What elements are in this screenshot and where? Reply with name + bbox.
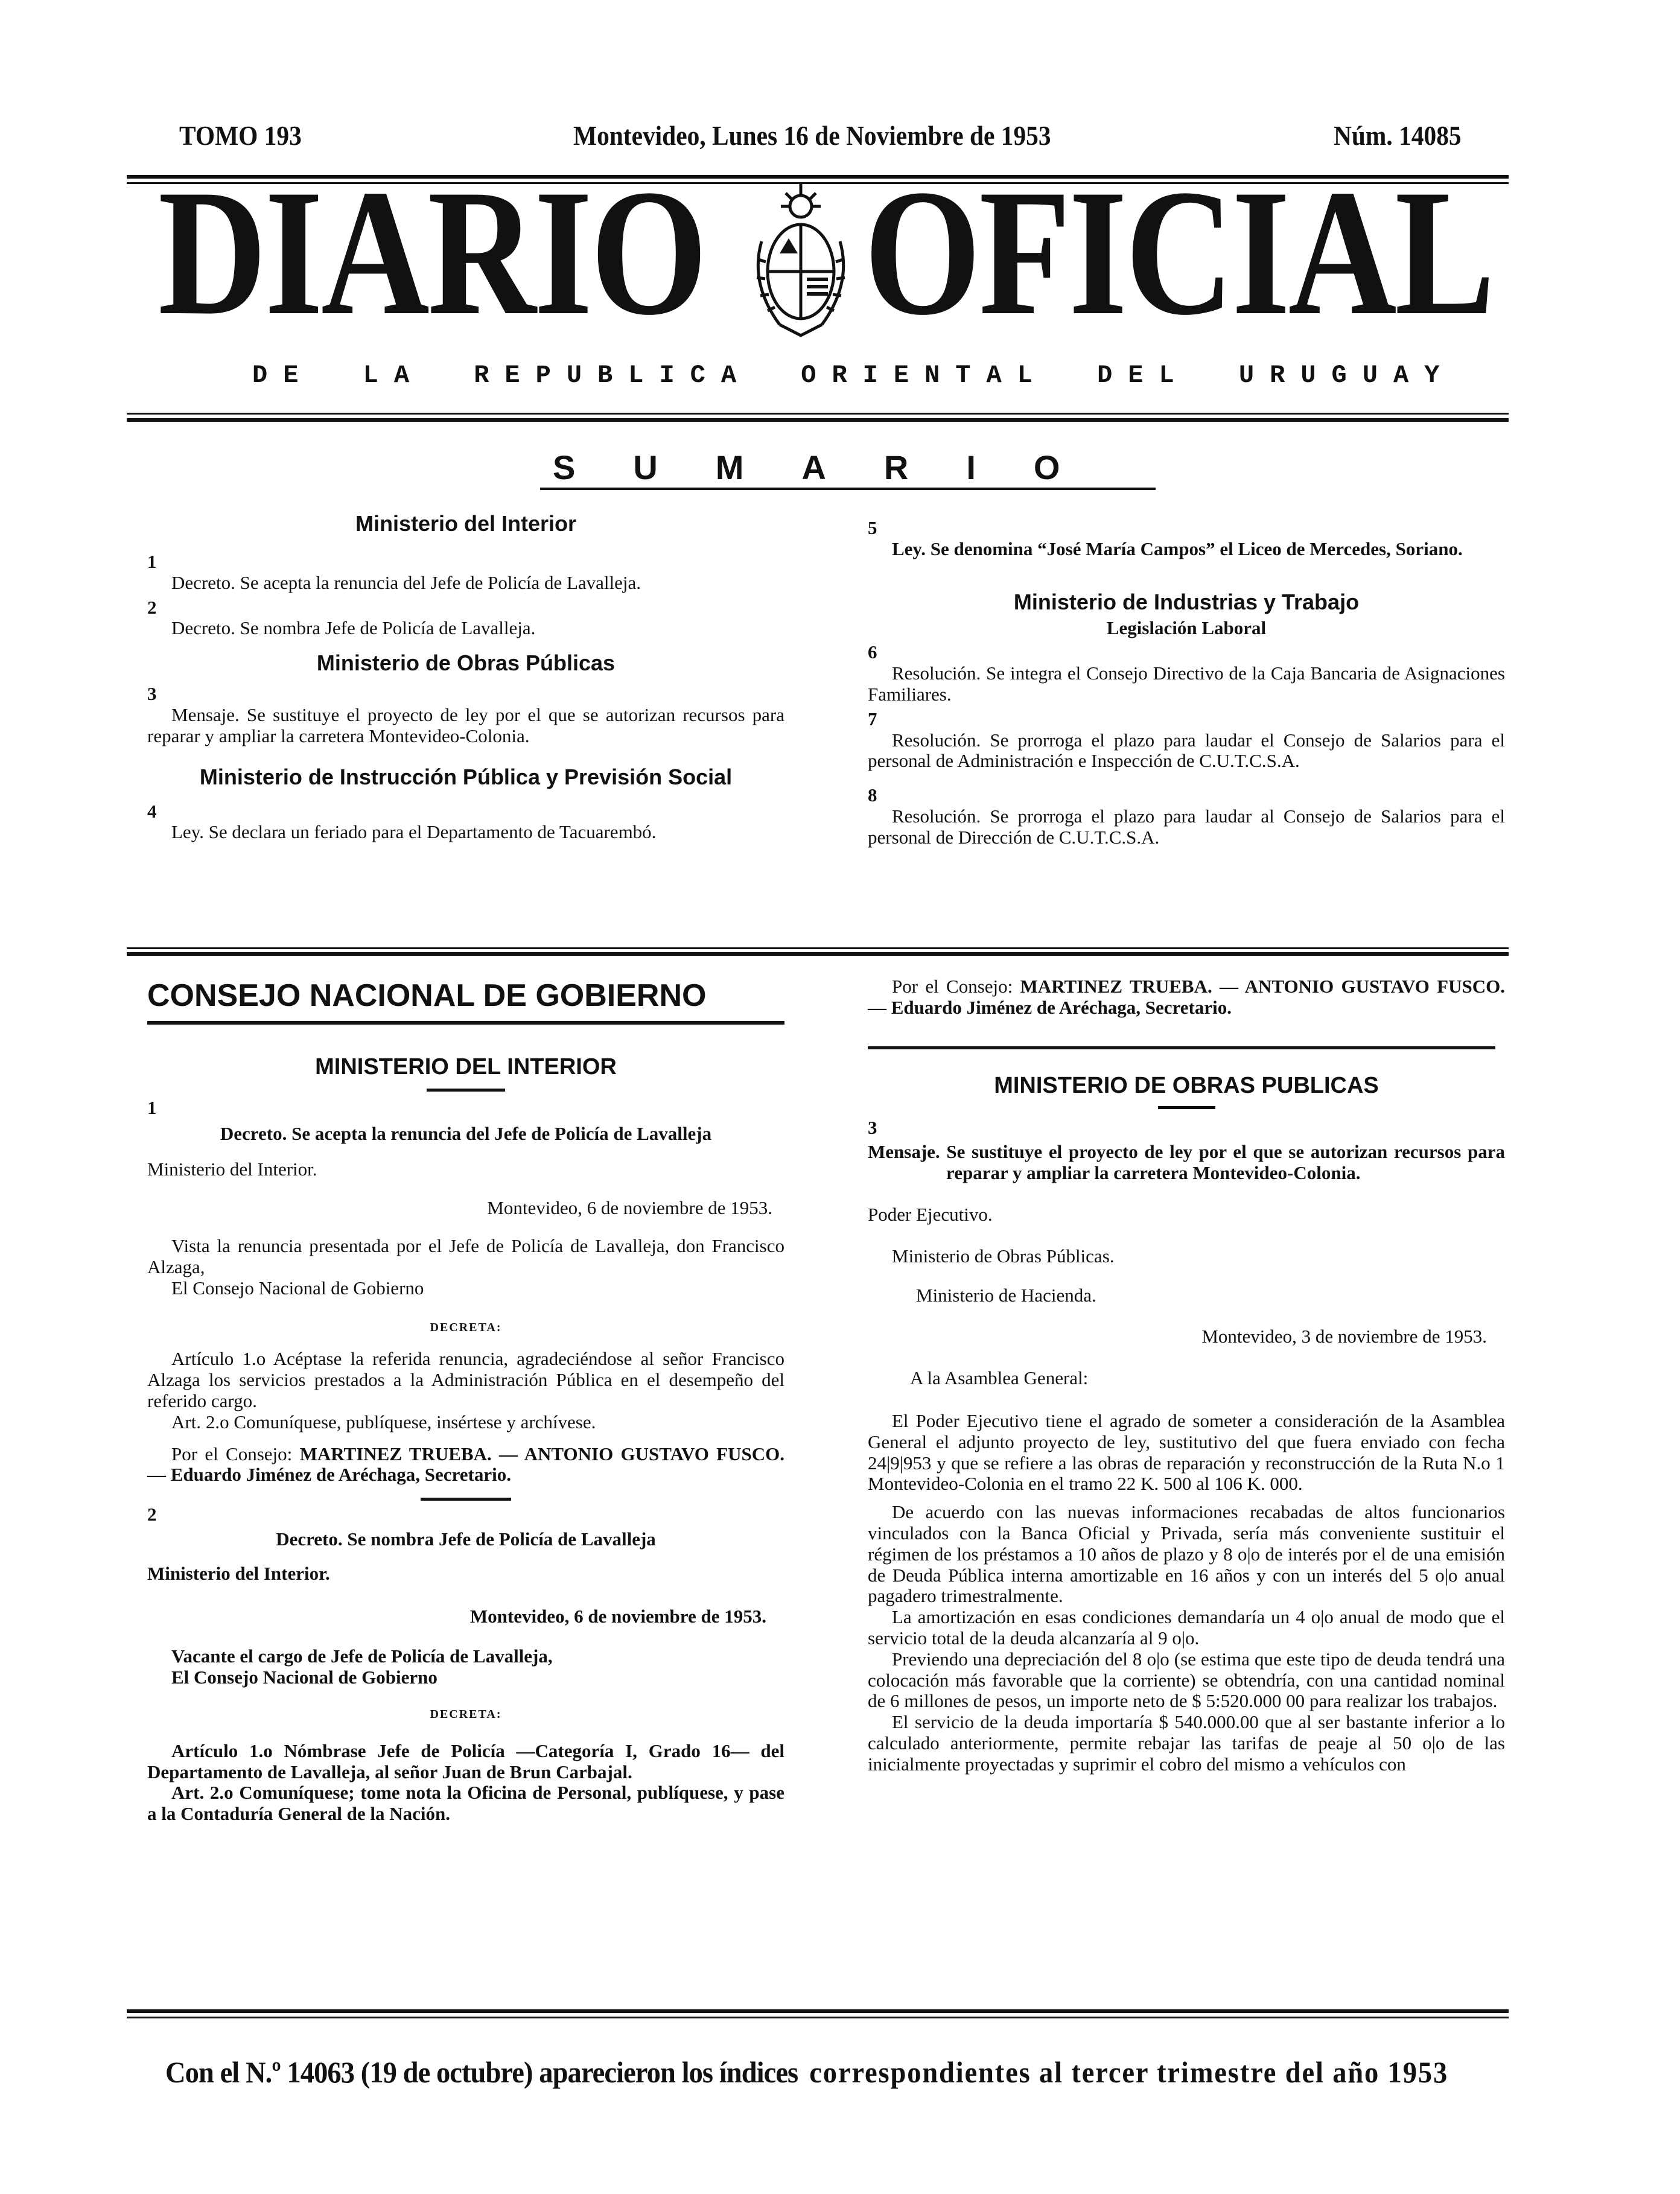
sumario-left-column [147, 512, 784, 843]
sumario-item[interactable]: Resolución. Se prorroga el plazo para laudar el Consejo de Salarios para el personal de Administración e Inspección de C.U.T.C.S.A. [868, 729, 1505, 772]
signers-label: Por el Consejo: [171, 1443, 293, 1464]
document-heading: Mensaje. Se sustituye el proyecto de ley por el que se autorizan recursos para reparar y ampliar la carretera Montevideo-Colonia. [868, 1141, 1505, 1184]
section-title: CONSEJO NACIONAL DE GOBIERNO [147, 978, 707, 1013]
masthead-bottom-rule-thin [127, 413, 1509, 415]
document-date: Montevideo, 6 de noviembre de 1953. [487, 1197, 772, 1219]
document-origin: Ministerio de Hacienda. [916, 1284, 1096, 1306]
document-date: Montevideo, 3 de noviembre de 1953. [1201, 1326, 1487, 1347]
sumario-item[interactable]: Decreto. Se acepta la renuncia del Jefe de Policía de Lavalleja. [171, 571, 641, 593]
signers-block [868, 976, 1505, 1019]
issue-date: Montevideo, Lunes 16 de Noviembre de 1953 [573, 120, 1051, 151]
sumario-bottom-rule [127, 952, 1509, 956]
sumario-item-number: 7 [868, 708, 877, 730]
sumario-subheading: Legislación Laboral [1106, 617, 1267, 638]
ministry-title: MINISTERIO DE OBRAS PUBLICAS [994, 1072, 1379, 1098]
page-bottom-rule [127, 2009, 1509, 2013]
document-paragraph: De acuerdo con las nuevas informaciones recabadas de altos funcionarios vinculados con la Banca Oficial y Privada, sería más conveniente sustituir el régimen de los préstamos a 10 años de plazo y 8 o|o de interés por el de una emisión de Deuda Pública interna amortizable en 16 años y con un interés del 5 o|o anual pagadero trimestralmente. [868, 1501, 1505, 1607]
document-heading: Decreto. Se acepta la renuncia del Jefe de Policía de Lavalleja [220, 1122, 712, 1144]
coat-of-arms-emblem [743, 181, 858, 338]
sumario-item[interactable]: Ley. Se declara un feriado para el Departamento de Tacuarembó. [171, 821, 657, 843]
sumario-item[interactable]: Resolución. Se prorroga el plazo para laudar al Consejo de Salarios para el personal de Dirección de C.U.T.C.S.A. [868, 805, 1505, 848]
document-paragraph: El servicio de la deuda importaría $ 540.000.00 que al ser bastante inferior a lo calculado anteriormente, permite rebajar las tarifas de peaje al 50 o|o de las inicialmente proyectadas y suprimir el cobro del mismo a vehículos con [868, 1711, 1505, 1775]
document-paragraph: El Consejo Nacional de Gobierno [171, 1667, 438, 1688]
sumario-bottom-rule-thin [127, 947, 1509, 949]
sumario-ministry-heading: Ministerio de Industrias y Trabajo [1013, 589, 1360, 614]
signers-names: MARTINEZ TRUEBA. — ANTONIO GUSTAVO FUSCO. — Eduardo Jiménez de Aréchaga, Secretario. [868, 976, 1505, 1018]
document-origin: Ministerio del Interior. [147, 1158, 317, 1180]
sumario-item-number: 2 [147, 596, 157, 618]
document-date: Montevideo, 6 de noviembre de 1953. [469, 1605, 766, 1627]
sumario-item-number: 3 [147, 683, 157, 705]
document-paragraph: Previendo una depreciación del 8 o|o (se estima que este tipo de deuda tendrá una colocación más favorable que la corriente) se obtendría, con una cantidad nominal de 6 millones de pesos, un importe neto de $ 5:520.000 00 para realizar los trabajos. [868, 1648, 1505, 1712]
page-bottom-rule-thin [127, 2017, 1509, 2018]
document-origin: Ministerio del Interior. [147, 1562, 330, 1584]
document-paragraph: El Consejo Nacional de Gobierno [171, 1277, 424, 1299]
divider [421, 1498, 511, 1501]
document-paragraph: Vacante el cargo de Jefe de Policía de Lavalleja, [171, 1646, 553, 1667]
masthead-bottom-rule [127, 418, 1509, 422]
document-number: 3 [868, 1116, 877, 1138]
sumario-heading: SUMARIO [553, 448, 1118, 486]
left-column [147, 978, 784, 1825]
sumario-item[interactable]: Decreto. Se nombra Jefe de Policía de Lavalleja. [171, 617, 536, 639]
article-text: Artículo 1.o Acéptase la referida renuncia, agradeciéndose al señor Francisco Alzaga los servicios prestados a la Administración Pública en el desempeño del referido cargo. [147, 1348, 784, 1411]
issue-number: Núm. 14085 [1334, 120, 1462, 151]
sumario-right-column [868, 518, 1505, 848]
sumario-item[interactable]: Ley. Se denomina “José María Campos” el Liceo de Mercedes, Soriano. [892, 538, 1463, 559]
document-paragraph: La amortización en esas condiciones demandaría un 4 o|o anual de modo que el servicio total de la deuda alcanzaría al 9 o|o. [868, 1606, 1505, 1649]
right-column [868, 976, 1505, 1775]
section-rule [147, 1021, 784, 1025]
salutation: A la Asamblea General: [910, 1367, 1089, 1389]
sumario-item-number: 6 [868, 641, 877, 663]
document-paragraph: El Poder Ejecutivo tiene el agrado de someter a consideración de la Asamblea General el adjunto proyecto de ley, sustitutivo del que fuera enviado con fecha 24|9|953 y que se refiere a las obras de reparación y reconstrucción de la Ruta N.o 1 Montevideo-Colonia en el tramo 22 K. 500 al 106 K. 000. [868, 1410, 1505, 1495]
article-text: Artículo 1.o Nómbrase Jefe de Policía —Categoría I, Grado 16— del Departamento de Lavalleja, al señor Juan de Brun Carbajal. [147, 1740, 784, 1782]
sumario-ministry-heading: Ministerio de Obras Públicas [316, 650, 616, 676]
sumario-item-number: 1 [147, 551, 157, 572]
signers-label: Por el Consejo: [892, 976, 1013, 997]
decreta-label: DECRETA: [430, 1707, 502, 1721]
section-rule [868, 1046, 1495, 1049]
masthead-title-right: OFICIAL [864, 152, 1494, 352]
masthead-title-left: DIARIO [158, 152, 706, 352]
document-origin: Poder Ejecutivo. [868, 1203, 993, 1225]
sumario-item-number: 8 [868, 784, 877, 806]
document-number: 1 [147, 1097, 157, 1118]
document-origin: Ministerio de Obras Públicas. [892, 1245, 1115, 1267]
article-text: Art. 2.o Comuníquese, publíquese, insértese y archívese. [171, 1411, 596, 1432]
article-text: Art. 2.o Comuníquese; tome nota la Oficina de Personal, publíquese, y pase a la Contaduría General de la Nación. [147, 1782, 784, 1825]
masthead-subtitle: DE LA REPUBLICA ORIENTAL DEL URUGUAY [252, 361, 1456, 390]
sumario-item-number: 4 [147, 800, 157, 822]
sumario-underline [540, 488, 1156, 490]
sumario-ministry-heading: Ministerio del Interior [355, 511, 577, 536]
sumario-item[interactable]: Mensaje. Se sustituye el proyecto de ley por el que se autorizan recursos para reparar y ampliar la carretera Montevideo-Colonia. [147, 704, 784, 746]
footer-notice-rest: correspondientes al tercer trimestre del año 1953 [809, 2055, 1449, 2089]
decreta-label: DECRETA: [430, 1320, 502, 1334]
footer-notice [165, 2055, 1448, 2090]
signers-names: MARTINEZ TRUEBA. — ANTONIO GUSTAVO FUSCO. — Eduardo Jiménez de Aréchaga, Secretario. [147, 1443, 784, 1486]
signers-block [147, 1444, 784, 1486]
divider [1158, 1106, 1215, 1109]
sumario-ministry-heading: Ministerio de Instrucción Pública y Previsión Social [199, 764, 733, 789]
document-heading: Decreto. Se nombra Jefe de Policía de Lavalleja [276, 1528, 656, 1550]
ministry-title: MINISTERIO DEL INTERIOR [315, 1054, 617, 1080]
document-number: 2 [147, 1504, 157, 1525]
footer-notice-bold: Con el N.º 14063 (19 de octubre) aparecieron los índices [165, 2055, 798, 2089]
volume-label: TOMO 193 [179, 120, 302, 151]
document-paragraph: Vista la renuncia presentada por el Jefe de Policía de Lavalleja, don Francisco Alzaga, [147, 1235, 784, 1277]
sumario-item-number: 5 [868, 517, 877, 538]
divider [427, 1089, 505, 1092]
sumario-item[interactable]: Resolución. Se integra el Consejo Directivo de la Caja Bancaria de Asignaciones Familiares. [868, 663, 1505, 705]
